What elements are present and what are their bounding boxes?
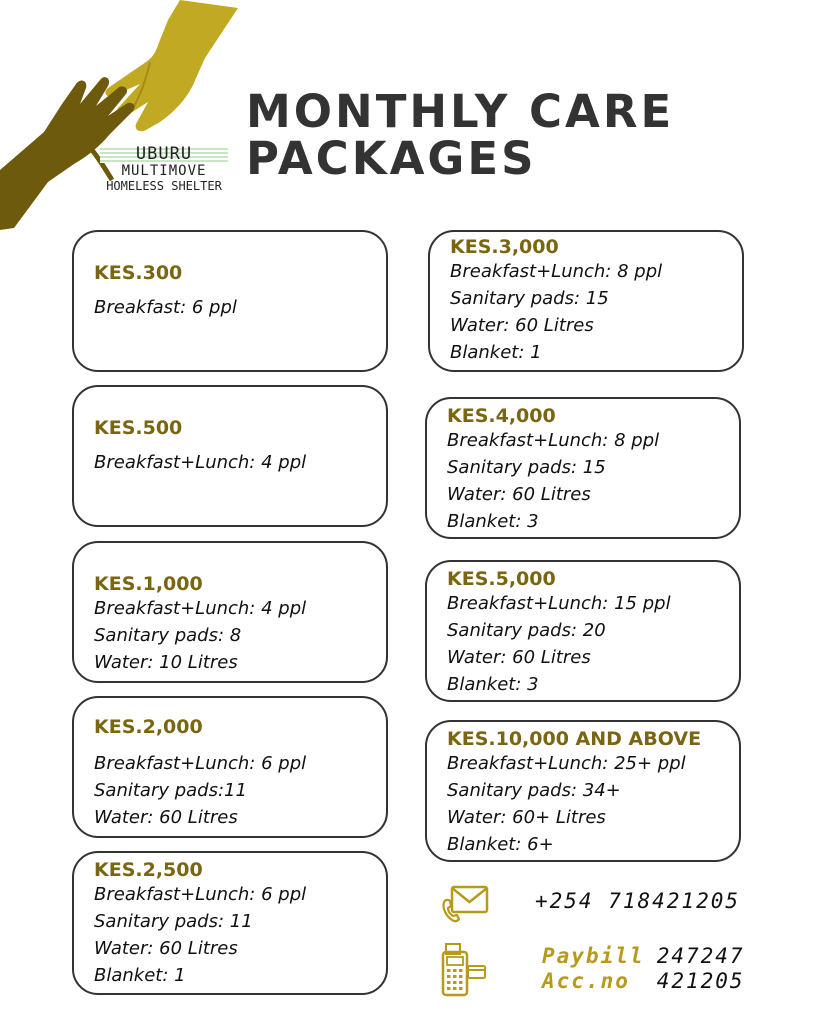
account-row	[542, 969, 745, 993]
package-item: Breakfast+Lunch: 4 ppl	[94, 598, 307, 619]
package-item: Sanitary pads: 20	[447, 620, 606, 641]
package-item: Sanitary pads: 15	[450, 288, 609, 309]
payment-terminal-icon	[440, 942, 488, 998]
package-item: Breakfast+Lunch: 6 ppl	[94, 884, 307, 905]
package-item: Blanket: 3	[447, 674, 539, 695]
package-price: KES.300	[94, 262, 183, 284]
shelter-logo-text	[100, 146, 228, 194]
package-item: Breakfast+Lunch: 8 ppl	[447, 430, 660, 451]
package-item: Water: 60 Litres	[447, 647, 591, 668]
account-number[interactable]: 421205	[656, 969, 745, 993]
package-price: KES.2,500	[94, 859, 203, 881]
title-line-2: PACKAGES	[246, 132, 537, 185]
logo-name-multimove: MULTIMOVE	[121, 163, 207, 179]
package-item: Breakfast: 6 ppl	[94, 297, 237, 318]
package-item: Water: 60 Litres	[447, 484, 591, 505]
package-price: KES.1,000	[94, 573, 203, 595]
helping-hands-logo-icon	[0, 0, 250, 232]
paybill-label: Paybill	[542, 944, 645, 968]
package-price: KES.4,000	[447, 405, 556, 427]
title-line-1: MONTHLY CARE	[246, 85, 675, 138]
package-item: Water: 60 Litres	[94, 938, 238, 959]
page-title	[246, 85, 675, 185]
package-price: KES.5,000	[447, 568, 556, 590]
package-item: Sanitary pads:11	[94, 780, 247, 801]
package-item: Water: 10 Litres	[94, 652, 238, 673]
paybill-row	[542, 944, 745, 968]
package-item: Breakfast+Lunch: 15 ppl	[447, 593, 671, 614]
package-price: KES.2,000	[94, 716, 203, 738]
package-item: Blanket: 3	[447, 511, 539, 532]
package-card-2500	[72, 851, 388, 995]
package-card-5000	[425, 560, 741, 702]
package-card-10000-and-above	[425, 720, 741, 862]
package-card-500	[72, 385, 388, 527]
account-label: Acc.no	[542, 969, 630, 993]
package-item: Blanket: 1	[450, 342, 542, 363]
package-card-300	[72, 230, 388, 372]
logo-name-uburu: UBURU	[100, 146, 228, 163]
package-card-4000	[425, 397, 741, 539]
package-card-2000	[72, 696, 388, 838]
package-item: Water: 60+ Litres	[447, 807, 606, 828]
package-price: KES.3,000	[450, 236, 559, 258]
package-item: Breakfast+Lunch: 6 ppl	[94, 753, 307, 774]
phone-envelope-icon	[440, 884, 490, 924]
package-item: Sanitary pads: 34+	[447, 780, 621, 801]
package-item: Sanitary pads: 8	[94, 625, 242, 646]
package-item: Blanket: 1	[94, 965, 186, 986]
package-item: Water: 60 Litres	[94, 807, 238, 828]
package-item: Sanitary pads: 15	[447, 457, 606, 478]
package-item: Breakfast+Lunch: 25+ ppl	[447, 753, 686, 774]
logo-name-homeless-shelter: HOMELESS SHELTER	[106, 179, 222, 193]
package-item: Sanitary pads: 11	[94, 911, 253, 932]
package-item: Water: 60 Litres	[450, 315, 594, 336]
package-item: Breakfast+Lunch: 4 ppl	[94, 452, 307, 473]
package-card-3000	[428, 230, 744, 372]
package-price: KES.10,000 AND ABOVE	[447, 728, 702, 750]
paybill-number[interactable]: 247247	[656, 944, 745, 968]
phone-number[interactable]: +254 718421205	[535, 889, 741, 913]
package-item: Blanket: 6+	[447, 834, 554, 855]
package-price: KES.500	[94, 417, 183, 439]
package-item: Breakfast+Lunch: 8 ppl	[450, 261, 663, 282]
package-card-1000	[72, 541, 388, 683]
